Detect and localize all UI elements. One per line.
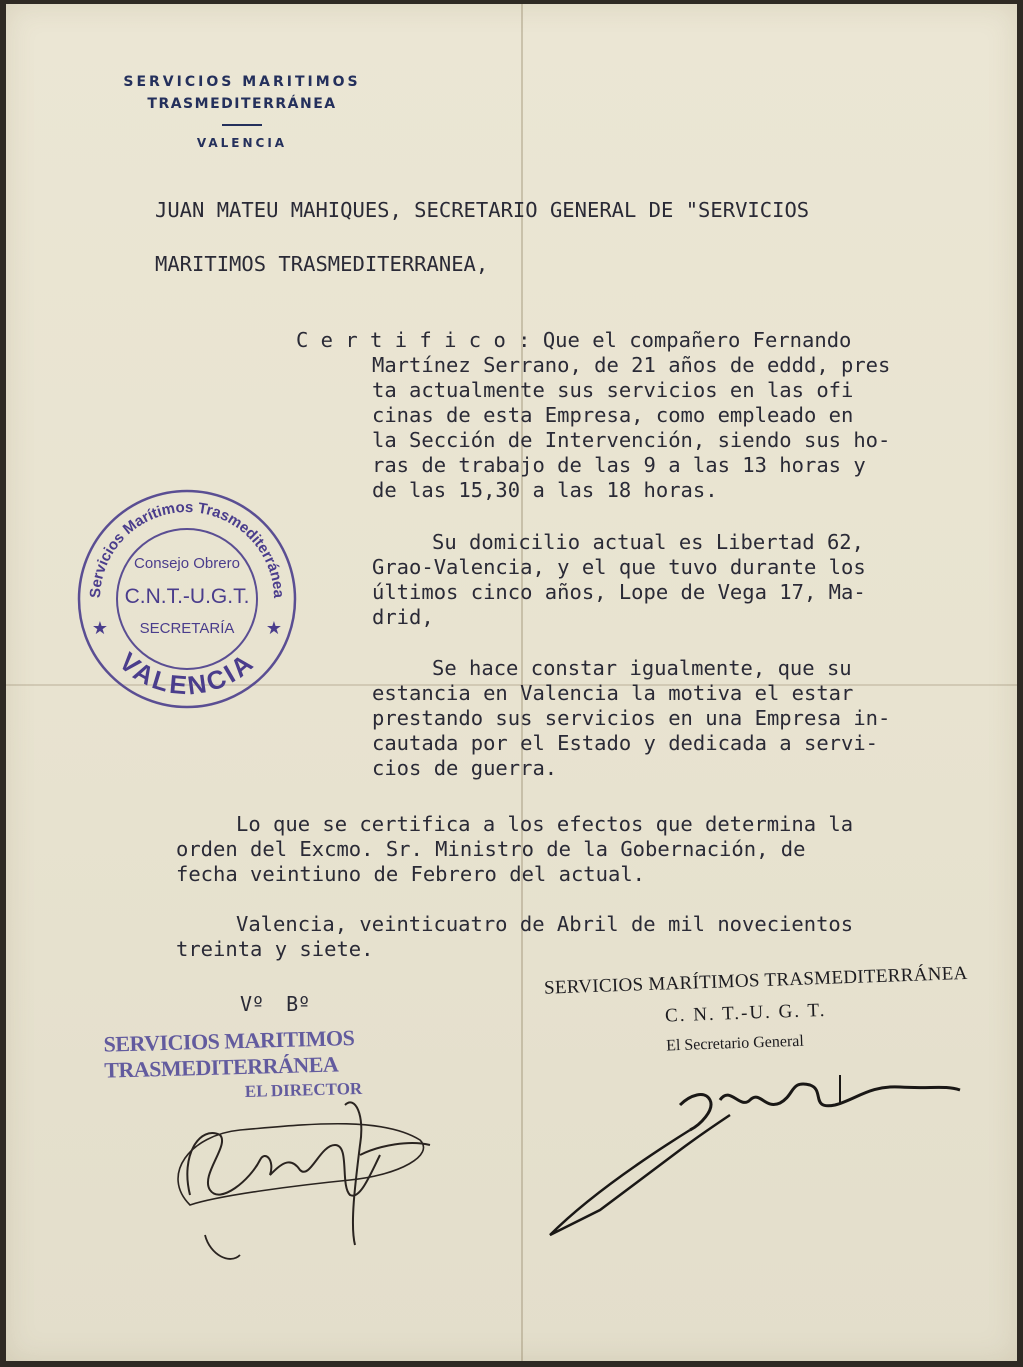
- secretary-stamp: [544, 962, 987, 1059]
- text-line: Grao-Valencia, y el que tuvo durante los: [372, 555, 866, 579]
- star-icon: ★: [91, 618, 109, 638]
- letterhead-city: VALENCIA: [196, 136, 288, 150]
- text-line: de las 15,30 a las 18 horas.: [372, 478, 718, 502]
- round-stamp-inner1: Consejo Obrero: [134, 555, 240, 572]
- letterhead: [72, 74, 412, 150]
- round-stamp-inner2: C.N.T.-U.G.T.: [124, 585, 250, 608]
- round-stamp-inner3: SECRETARÍA: [139, 620, 235, 637]
- text-line: orden del Excmo. Sr. Ministro de la Gobernación, de: [176, 837, 806, 861]
- secretary-signature: [540, 1055, 970, 1245]
- letterhead-rule: [222, 124, 262, 126]
- director-signature: [150, 1085, 450, 1285]
- letterhead-line1: SERVICIOS MARITIMOS: [123, 74, 361, 90]
- text-line: Martínez Serrano, de 21 años de eddd, pres: [372, 353, 891, 377]
- letterhead-line2: TRASMEDITERRÁNEA: [147, 96, 337, 112]
- text-line: C e r t i f i c o : Que el compañero Fernando: [296, 328, 852, 352]
- star-icon: ★: [265, 618, 283, 638]
- secretary-stamp-line1: SERVICIOS MARÍTIMOS TRASMEDITERRÁNEA: [543, 962, 968, 999]
- text-line: ta actualmente sus servicios en las ofi: [372, 378, 854, 402]
- text-line: la Sección de Intervención, siendo sus ho-: [372, 428, 891, 452]
- text-line: drid,: [372, 605, 434, 629]
- text-line: ras de trabajo de las 9 a las 13 horas y: [372, 453, 866, 477]
- text-line: Se hace constar igualmente, que su: [432, 656, 852, 680]
- heading-line2: MARITIMOS TRASMEDITERRANEA,: [155, 252, 489, 276]
- text-line: Valencia, veinticuatro de Abril de mil novecientos: [236, 912, 854, 936]
- round-stamp-graphic: [76, 488, 298, 710]
- approval-mark: Vº Bº: [240, 992, 311, 1016]
- text-line: Su domicilio actual es Libertad 62,: [432, 530, 864, 554]
- text-line: últimos cinco años, Lope de Vega 17, Ma-: [372, 580, 866, 604]
- director-stamp-line2: EL DIRECTOR: [244, 1078, 363, 1101]
- round-stamp: [76, 488, 298, 710]
- round-stamp-bottom-text: VALENCIA: [113, 646, 261, 701]
- secretary-stamp-line3: El Secretario General: [665, 1032, 805, 1055]
- text-line: prestando sus servicios en una Empresa in-: [372, 706, 891, 730]
- text-line: cautada por el Estado y dedicada a servi-: [372, 731, 879, 755]
- director-stamp-line1: SERVICIOS MARITIMOS TRASMEDITERRÁNEA: [103, 1025, 355, 1083]
- heading-line1: JUAN MATEU MAHIQUES, SECRETARIO GENERAL DE "SERVICIOS: [155, 198, 810, 222]
- text-line: cinas de esta Empresa, como empleado en: [372, 403, 854, 427]
- text-line: cios de guerra.: [372, 756, 558, 780]
- secretary-stamp-line2: C. N. T.-U. G. T.: [664, 999, 827, 1027]
- director-stamp: [103, 1020, 534, 1101]
- text-line: estancia en Valencia la motiva el estar: [372, 681, 854, 705]
- text-line: fecha veintiuno de Febrero del actual.: [176, 862, 645, 886]
- text-line: treinta y siete.: [176, 937, 374, 961]
- round-stamp-top-text: Servicios Marítimos Trasmediterránea: [86, 498, 288, 599]
- text-line: Lo que se certifica a los efectos que determina la: [236, 812, 854, 836]
